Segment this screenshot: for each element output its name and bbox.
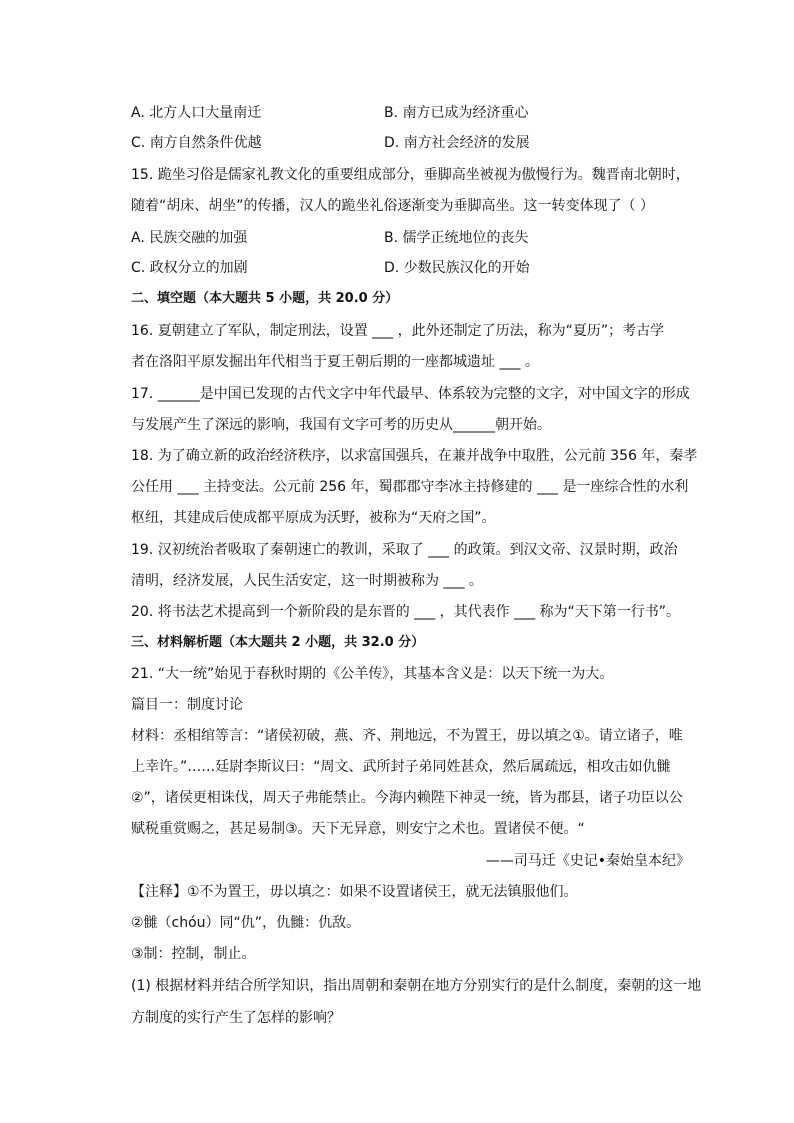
q15-option-c: C. 政权分立的加剧	[131, 260, 248, 276]
q21-material-line4: 赋税重赏赐之，甚足易制③。天下无异意，则安宁之术也。置诸侯不便。“	[131, 821, 585, 837]
q14-option-b: B. 南方已成为经济重心	[384, 105, 529, 121]
q18-line2: 公任用 ___ 主持变法。公元前 256 年，蜀郡郡守李冰主持修建的 ___ 是一座综合性的水利	[131, 479, 689, 495]
q14-option-d: D. 南方社会经济的发展	[384, 135, 530, 151]
q21-material-line3: ②”，诸侯更相诛伐，周天子弗能禁止。今海内赖陛下神灵一统，皆为郡县，诸子功臣以公	[131, 790, 683, 806]
q21-subquestion-1-line1: (1) 根据材料并结合所学知识，指出周朝和秦朝在地方分别实行的是什么制度，秦朝的这一地	[131, 978, 702, 994]
q18-line3: 枢纽，其建成后使成都平原成为沃野，被称为“天府之国”。	[131, 510, 496, 526]
section-3-title: 三、材料解析题（本大题共 2 小题，共 32.0 分）	[131, 635, 425, 650]
q21-material-line2: 上幸许。”……廷尉李斯议曰：“周文、武所封子弟同姓甚众，然后属疏远，相攻击如仇雠	[131, 759, 671, 775]
q15-option-d: D. 少数民族汉化的开始	[384, 260, 530, 276]
q21-subquestion-1-line2: 方制度的实行产生了怎样的影响？	[131, 1010, 341, 1026]
q16-line2: 者在洛阳平原发掘出年代相当于夏王朝后期的一座都城遗址 ___ 。	[131, 354, 539, 370]
q21-note-3: ③制：控制，制止。	[131, 946, 256, 962]
q17-line1: 17. ______是中国已发现的古代文字中年代最早、体系较为完整的文字，对中国文字的形成	[131, 386, 690, 402]
q15-option-a: A. 民族交融的加强	[131, 230, 248, 246]
q18-line1: 18. 为了确立新的政治经济秩序，以求富国强兵，在兼并战争中取胜，公元前 356 年，秦孝	[131, 448, 698, 464]
q20-line1: 20. 将书法艺术提高到一个新阶段的是东晋的 ___ ，其代表作 ___ 称为“天下第一行书”。	[131, 604, 681, 620]
q21-source: ——司马迁《史记•秦始皇本纪》	[485, 853, 690, 869]
q16-line1: 16. 夏朝建立了军队，制定刑法，设置 ___ ，此外还制定了历法，称为“夏历”；考古学	[131, 323, 665, 339]
section-2-title: 二、填空题（本大题共 5 小题，共 20.0 分）	[131, 291, 399, 306]
q21-stem: 21. “大一统”始见于春秋时期的《公羊传》，其基本含义是：以天下统一为大。	[131, 666, 614, 682]
q15-option-b: B. 儒学正统地位的丧失	[384, 230, 529, 246]
q14-option-c: C. 南方自然条件优越	[131, 135, 262, 151]
q15-stem-line2: 随着“胡床、胡坐”的传播，汉人的跪坐礼俗逐渐变为垂脚高坐。这一转变体现了（ ）	[131, 198, 654, 214]
q21-note-2: ②雠（chóu）同“仇”，仇雠：仇敌。	[131, 915, 361, 931]
q21-part-heading: 篇目一：制度讨论	[131, 697, 243, 713]
q21-material-line1: 材料：丞相绾等言：“诸侯初破，燕、齐、荆地远，不为置王，毋以填之①。请立诸子，唯	[131, 728, 683, 744]
q21-note-1: 【注释】①不为置王，毋以填之：如果不设置诸侯王，就无法镇服他们。	[131, 884, 578, 900]
q14-option-a: A. 北方人口大量南迁	[131, 105, 262, 121]
q15-stem-line1: 15. 跪坐习俗是儒家礼教文化的重要组成部分，垂脚高坐被视为傲慢行为。魏晋南北朝时，	[131, 167, 690, 183]
q19-line1: 19. 汉初统治者吸取了秦朝速亡的教训，采取了 ___ 的政策。到汉文帝、汉景时期，政治	[131, 542, 678, 558]
q19-line2: 清明，经济发展，人民生活安定，这一时期被称为 ___ 。	[131, 573, 483, 589]
q17-line2: 与发展产生了深远的影响，我国有文字可考的历史从______朝开始。	[131, 417, 551, 433]
